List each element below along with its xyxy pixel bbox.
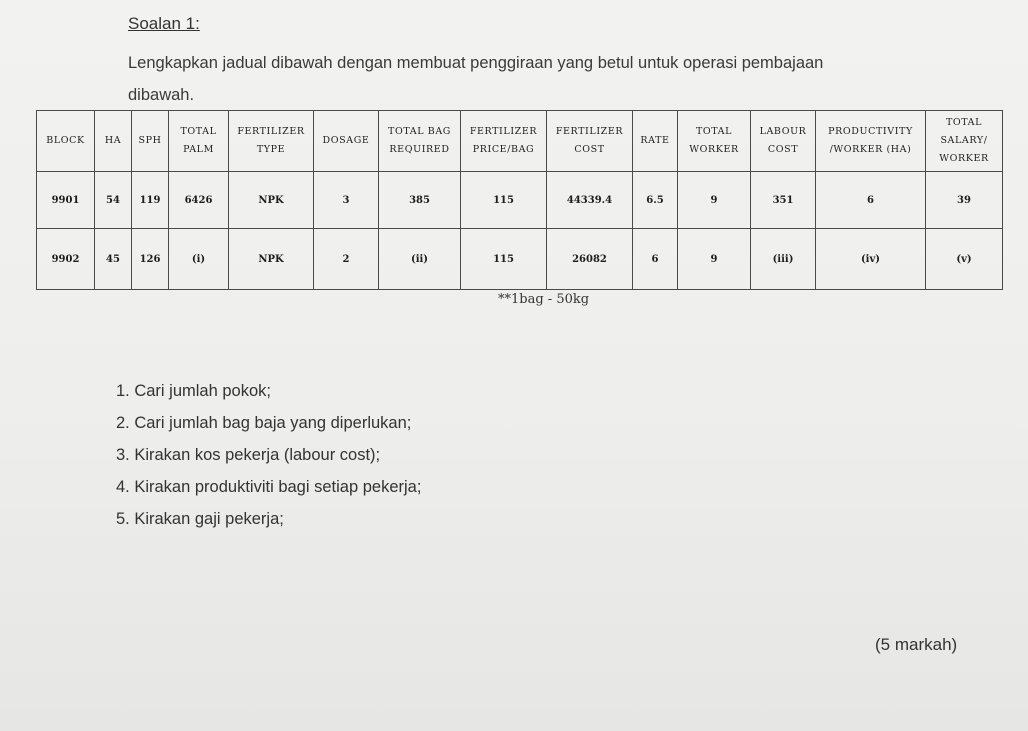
table-cell: 2 (314, 229, 379, 290)
table-cell: NPK (229, 229, 314, 290)
table-cell: 119 (132, 172, 169, 229)
header-cell: TOTAL SALARY/ WORKER (926, 111, 1003, 172)
question-item: 3. Kirakan kos pekerja (labour cost); (116, 446, 381, 464)
header-cell: PRODUCTIVITY /WORKER (HA) (816, 111, 926, 172)
header-cell: SPH (132, 111, 169, 172)
table-cell: (i) (169, 229, 229, 290)
header-cell: TOTAL PALM (169, 111, 229, 172)
table-cell: 9 (678, 172, 751, 229)
table-cell: (v) (926, 229, 1003, 290)
table-row (37, 172, 1003, 229)
question-instruction: Lengkapkan jadual dibawah dengan membuat penggiraan yang betul untuk operasi pembajaan dibawah. (128, 54, 824, 104)
question-item: 2. Cari jumlah bag baja yang diperlukan; (116, 414, 412, 432)
table-row (37, 229, 1003, 290)
table-cell: 44339.4 (547, 172, 633, 229)
table-cell: 9902 (37, 229, 95, 290)
table-cell: (ii) (379, 229, 461, 290)
table-cell: 351 (751, 172, 816, 229)
table-cell: 385 (379, 172, 461, 229)
header-cell: HA (95, 111, 132, 172)
header-cell: RATE (633, 111, 678, 172)
header-cell: BLOCK (37, 111, 95, 172)
header-cell: DOSAGE (314, 111, 379, 172)
fertilizer-table-container (36, 110, 1003, 290)
table-cell: 6 (816, 172, 926, 229)
table-cell: 3 (314, 172, 379, 229)
table-cell: 54 (95, 172, 132, 229)
question-title: Soalan 1: (128, 14, 200, 33)
table-cell: NPK (229, 172, 314, 229)
table-cell: (iii) (751, 229, 816, 290)
header-cell: TOTAL BAG REQUIRED (379, 111, 461, 172)
table-cell: 9901 (37, 172, 95, 229)
table-cell: 9 (678, 229, 751, 290)
table-cell: 39 (926, 172, 1003, 229)
table-footnote: **1bag - 50kg (498, 292, 590, 307)
fertilizer-table (36, 110, 1003, 290)
table-cell: 45 (95, 229, 132, 290)
question-item: 1. Cari jumlah pokok; (116, 382, 271, 400)
header-cell: LABOUR COST (751, 111, 816, 172)
header-cell: FERTILIZER PRICE/BAG (461, 111, 547, 172)
marks-label: (5 markah) (875, 635, 958, 654)
header-cell: TOTAL WORKER (678, 111, 751, 172)
question-item: 5. Kirakan gaji pekerja; (116, 510, 284, 528)
table-cell: 115 (461, 229, 547, 290)
table-cell: 26082 (547, 229, 633, 290)
header-cell: FERTILIZER COST (547, 111, 633, 172)
table-cell: 6426 (169, 172, 229, 229)
question-item: 4. Kirakan produktiviti bagi setiap pekerja; (116, 478, 422, 496)
table-header-row (37, 111, 1003, 172)
table-cell: 115 (461, 172, 547, 229)
table-cell: 6 (633, 229, 678, 290)
table-cell: 126 (132, 229, 169, 290)
header-cell: FERTILIZER TYPE (229, 111, 314, 172)
question-list (116, 375, 421, 535)
table-cell: 6.5 (633, 172, 678, 229)
table-cell: (iv) (816, 229, 926, 290)
